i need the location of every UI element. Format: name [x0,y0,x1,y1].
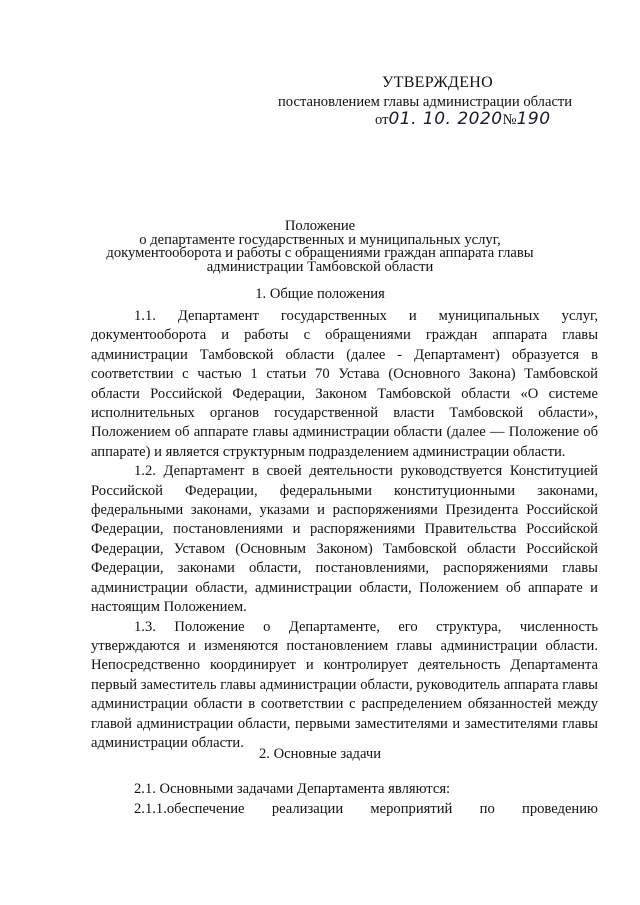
paragraph-1-2: 1.2. Департамент в своей деятельности руководствуется Конституцией Российской Федерации, федеральными конституционными законами, федеральными законами, указами и распоряжениями Президента Российской Федерации, постановлениями и распоряжениями Правительства Российской Федерации, Уставом (Основным Законом) Тамбовской области Российской Федерации, законами области, постановлениями, распоряжениями главы администрации области, администрации области, Положением об аппарате и настоящим Положением. [91,463,598,616]
word: реализации [271,801,344,817]
paragraph-1-1: 1.1. Департамент государственных и муниципальных услуг, документооборота и работы с обращениями граждан аппарата главы администрации Тамбовской области (далее - Департамент) образуется в соответствии с частью 1 статьи 70 Устава (Основного Закона) Тамбовской области Российской Федерации, Законом Тамбовской области «О системе исполнительных органов государственной власти Тамбовской области», Положением об аппарате главы администрации области (далее — Положение об аппарате) и является структурным подразделением администрации области. [91,308,598,460]
title-line: администрации Тамбовской области [206,258,434,275]
section-heading: 1. Общие положения [255,286,385,302]
word: мероприятий [370,801,453,817]
handwritten-date: 01. 10. 2020 [388,109,503,129]
approval-date-line [375,110,551,130]
date-prefix: от [375,112,389,128]
paragraph-1-3: 1.3. Положение о Департаменте, его структура, численность утверждаются и изменяются постановлением главы администрации области. Непосредственно координирует и контролирует деятельность Департамента первый заместитель главы администрации области, руководитель аппарата главы администрации области в соответствии с распределением обязанностей между главой администрации области, первыми заместителями и заместителями главы администрации области. [91,618,598,751]
word: 2.1.1.обеспечение [134,801,245,817]
section-heading: 2. Основные задачи [258,746,382,762]
section-1-body [91,307,598,753]
document-title [80,220,560,274]
number-sign: № [502,112,517,128]
word: по [479,801,495,817]
word: проведению [522,801,598,817]
title-line: о департаменте государственных и муниципальных услуг, [139,231,501,248]
list-item: 2.1. Основными задачами Департамента являются: [134,781,451,797]
title-line: Положение [284,218,356,234]
approved-label: УТВЕРЖДЕНО [382,74,494,91]
approval-basis: постановлением главы администрации области [278,94,573,110]
list-item-2-1-1 [134,800,598,819]
handwritten-number: 190 [516,109,551,129]
title-line: документооборота и работы с обращениями граждан аппарата главы [106,245,534,261]
